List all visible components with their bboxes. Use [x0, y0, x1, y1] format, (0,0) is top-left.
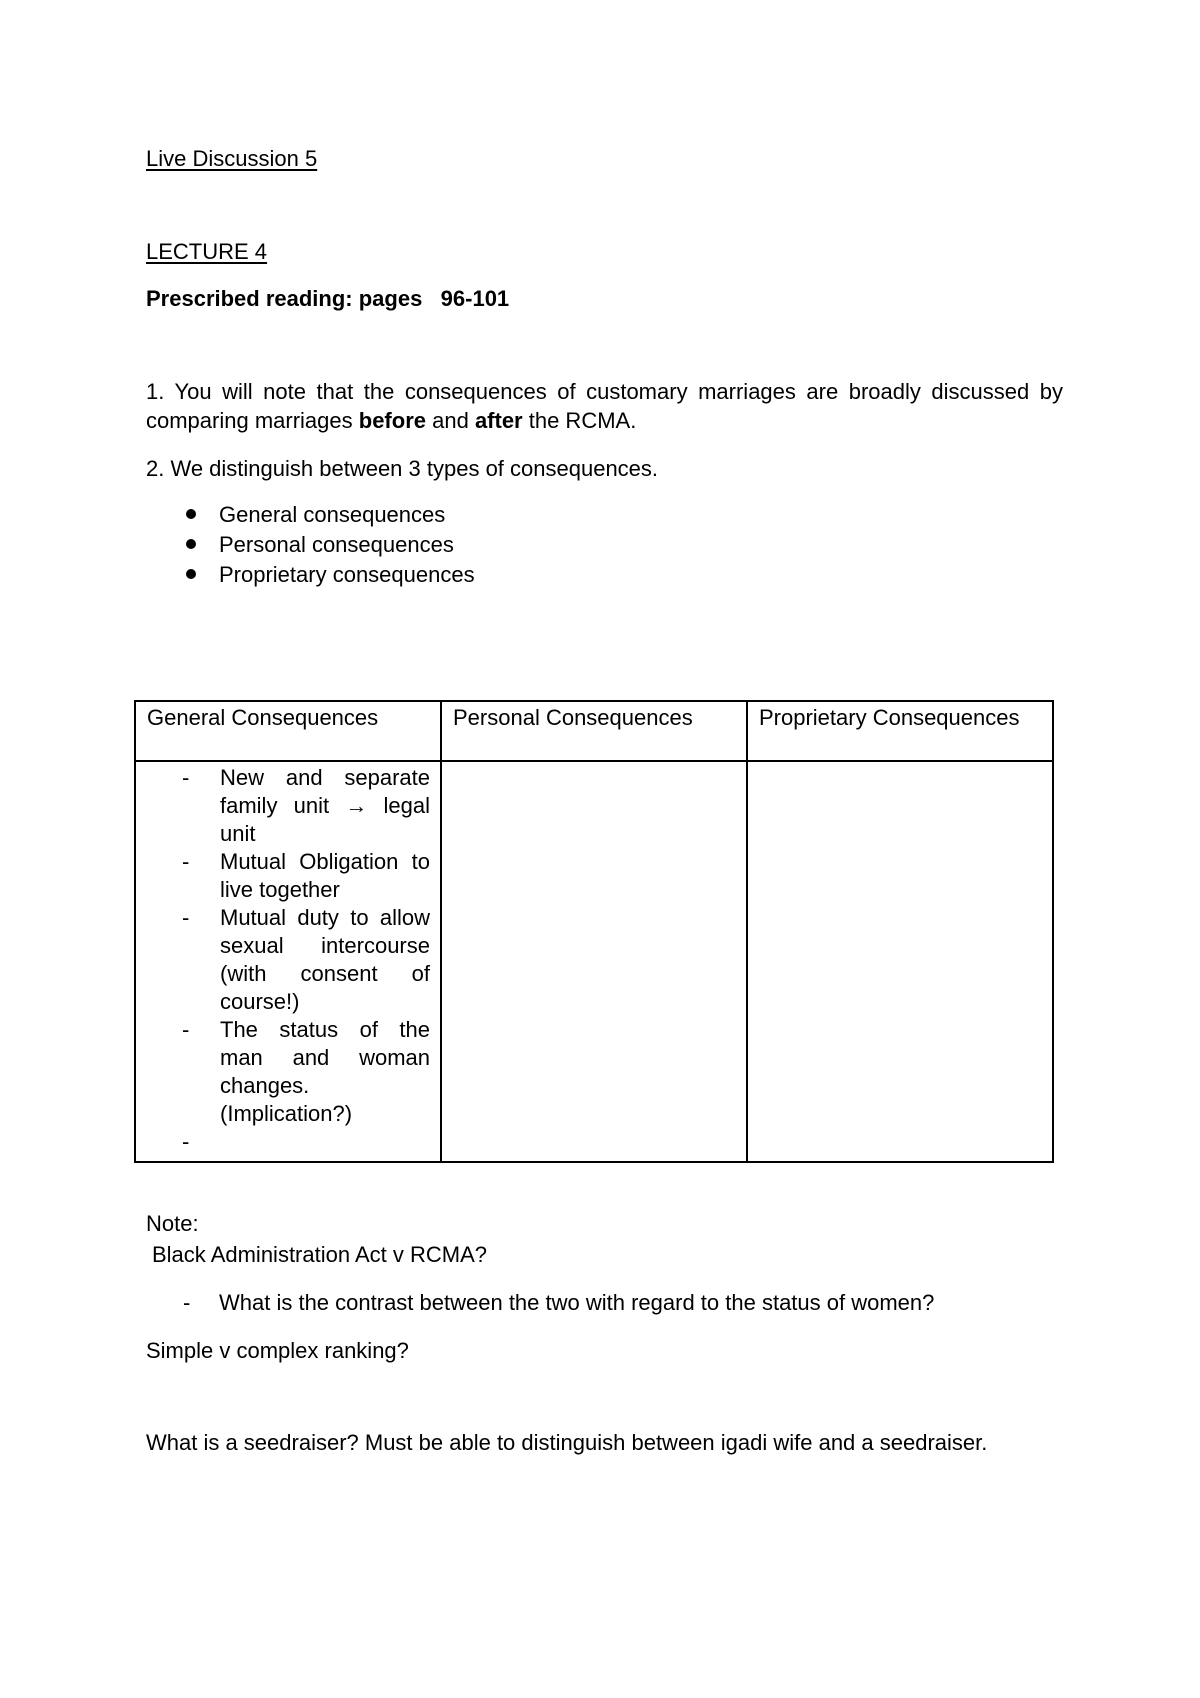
list-item	[147, 848, 430, 904]
paragraph-text: and	[426, 408, 475, 433]
general-consequences-cell	[135, 761, 441, 1162]
dash-marker: -	[182, 1017, 190, 1042]
consequence-types-list	[146, 500, 475, 590]
consequences-table	[134, 700, 1054, 1163]
general-consequences-list	[147, 764, 430, 1156]
header-general-consequences: General Consequences	[135, 701, 441, 761]
personal-consequences-cell	[441, 761, 747, 1162]
item-text: New and separate family unit	[220, 765, 430, 818]
header-proprietary-consequences: Proprietary Consequences	[747, 701, 1053, 761]
dash-marker: -	[182, 849, 190, 874]
list-item	[147, 904, 430, 1016]
prescribed-reading: Prescribed reading: pages 96-101	[146, 286, 510, 311]
list-item	[146, 530, 475, 560]
bullet-icon	[186, 539, 196, 549]
paragraph-consequences-intro	[146, 377, 1063, 435]
dash-marker: -	[182, 1129, 190, 1154]
paragraph-types-intro: 2. We distinguish between 3 types of consequences.	[146, 456, 659, 481]
item-text: Mutual duty to allow sexual intercourse (with consent of course!)	[220, 905, 430, 1014]
note-comparison: Black Administration Act v RCMA?	[152, 1242, 488, 1267]
bold-before: before	[358, 408, 426, 433]
item-text: Mutual Obligation to live together	[220, 849, 430, 902]
seedraiser-question: What is a seedraiser? Must be able to distinguish between igadi wife and a seedraiser.	[146, 1430, 988, 1455]
lecture-heading: LECTURE 4	[146, 239, 268, 264]
item-text: The status of the man and woman changes. (Implication?)	[220, 1017, 430, 1126]
table-header-row	[135, 701, 1053, 761]
arrow-right-icon: →	[345, 793, 368, 818]
dash-marker: -	[183, 1290, 191, 1315]
list-item-label: Personal consequences	[219, 532, 454, 557]
bold-after: after	[474, 408, 523, 433]
list-item	[146, 560, 475, 590]
table-row	[135, 761, 1053, 1162]
paragraph-text: 1. You will note that the consequences of customary marriages are broadly discussed by comparing marriages	[146, 379, 1063, 433]
list-item	[147, 1016, 430, 1128]
note-question: What is the contrast between the two with regard to the status of women?	[219, 1290, 935, 1315]
list-item	[147, 1128, 430, 1156]
proprietary-consequences-cell	[747, 761, 1053, 1162]
list-item	[146, 500, 475, 530]
note-label: Note:	[146, 1211, 199, 1236]
header-personal-consequences: Personal Consequences	[441, 701, 747, 761]
list-item-label: Proprietary consequences	[219, 562, 475, 587]
bullet-icon	[186, 509, 196, 519]
bullet-icon	[186, 569, 196, 579]
paragraph-text: the RCMA.	[522, 408, 637, 433]
item-text: legal unit	[220, 793, 430, 846]
list-item	[147, 764, 430, 848]
dash-marker: -	[182, 905, 190, 930]
ranking-question: Simple v complex ranking?	[146, 1338, 409, 1363]
dash-marker: -	[182, 765, 190, 790]
list-item-label: General consequences	[219, 502, 446, 527]
document-title: Live Discussion 5	[146, 146, 318, 171]
